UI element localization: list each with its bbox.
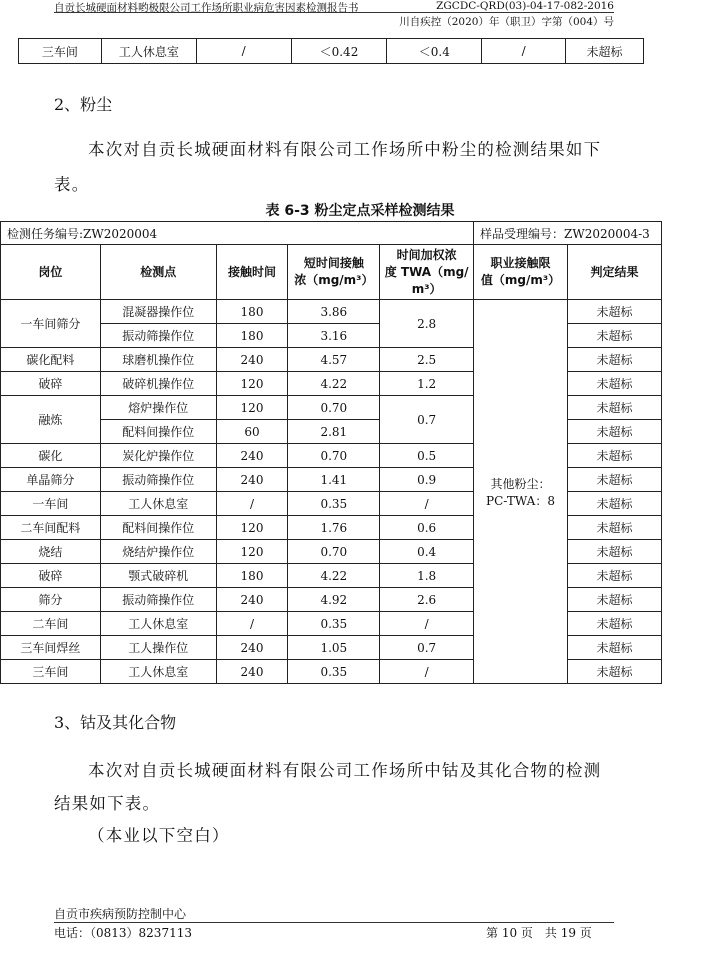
cell-stel: 0.70 <box>288 540 380 564</box>
cell-point: 配料间操作位 <box>100 420 216 444</box>
cell-result: 未超标 <box>568 564 662 588</box>
limit-line: 其他粉尘： <box>490 476 551 491</box>
cell-stel: 1.05 <box>288 636 380 660</box>
previous-table-tail <box>18 38 644 64</box>
cell-post: 二车间 <box>1 612 101 636</box>
cell-stel: 3.16 <box>288 324 380 348</box>
doc-number: 川自疾控（2020）年（职卫）字第（004）号 <box>399 16 614 28</box>
paragraph-line: 本次对自贡长城硬面材料有限公司工作场所中钴及其化合物的检测 <box>88 761 602 780</box>
paragraph-line: 结果如下表。 <box>54 794 161 813</box>
cell-time: 240 <box>216 636 288 660</box>
cell-result: 未超标 <box>568 540 662 564</box>
table-cell: ＜0.4 <box>387 39 482 64</box>
cell-stel: 2.81 <box>288 420 380 444</box>
header-text-line: 职业接触限 <box>490 256 551 270</box>
cell-result: 未超标 <box>568 516 662 540</box>
cell-twa: 0.7 <box>380 636 474 660</box>
cell-point: 振动筛操作位 <box>100 468 216 492</box>
blank-note: （本业以下空白） <box>88 826 230 845</box>
cell-twa: 0.6 <box>380 516 474 540</box>
cell-result: 未超标 <box>568 444 662 468</box>
cell-post: 单晶筛分 <box>1 468 101 492</box>
cell-point: 破碎机操作位 <box>100 372 216 396</box>
cell-result: 未超标 <box>568 468 662 492</box>
cell-time: 240 <box>216 588 288 612</box>
column-header-point: 检测点 <box>100 245 216 300</box>
header-divider <box>54 12 614 13</box>
cell-time: / <box>216 612 288 636</box>
cell-time: 240 <box>216 348 288 372</box>
cell-post: 一车间 <box>1 492 101 516</box>
cell-result: 未超标 <box>568 636 662 660</box>
cell-time: 240 <box>216 660 288 684</box>
footer-org: 自贡市疾病预防控制中心 <box>54 907 187 921</box>
cell-point: 颚式破碎机 <box>100 564 216 588</box>
column-header-post: 岗位 <box>1 245 101 300</box>
column-header-stel <box>288 245 380 300</box>
cell-point: 振动筛操作位 <box>100 588 216 612</box>
header-text-line: m³） <box>411 281 442 296</box>
cell-result: 未超标 <box>568 492 662 516</box>
cell-stel: 4.57 <box>288 348 380 372</box>
column-header-limit <box>474 245 568 300</box>
cell-time: 180 <box>216 324 288 348</box>
cell-time: 240 <box>216 444 288 468</box>
page-number: 第 10 页 共 19 页 <box>486 926 592 940</box>
cell-post: 碳化配料 <box>1 348 101 372</box>
cell-stel: 0.35 <box>288 492 380 516</box>
cell-time: 180 <box>216 300 288 324</box>
table-row <box>19 39 644 64</box>
cell-stel: 0.35 <box>288 612 380 636</box>
table-cell: 工人休息室 <box>101 39 196 64</box>
table-info-row <box>1 222 662 245</box>
cell-post: 三车间焊丝 <box>1 636 101 660</box>
section-heading-dust: 2、粉尘 <box>54 95 113 114</box>
cell-post: 二车间配料 <box>1 516 101 540</box>
task-number: 检测任务编号:ZW2020004 <box>1 222 474 245</box>
cell-stel: 0.70 <box>288 396 380 420</box>
cell-stel: 3.86 <box>288 300 380 324</box>
cell-result: 未超标 <box>568 420 662 444</box>
cell-time: 120 <box>216 396 288 420</box>
cell-post: 烧结 <box>1 540 101 564</box>
header-text-line: 时间加权浓 <box>396 247 457 262</box>
cell-limit <box>474 300 568 684</box>
cell-stel: 1.76 <box>288 516 380 540</box>
cell-point: 工人休息室 <box>100 492 216 516</box>
cell-result: 未超标 <box>568 324 662 348</box>
table-row <box>1 300 662 324</box>
cell-twa: 2.6 <box>380 588 474 612</box>
table-cell: / <box>196 39 291 64</box>
table-caption: 表 6-3 粉尘定点采样检测结果 <box>265 203 455 219</box>
cell-twa: 1.2 <box>380 372 474 396</box>
sample-number: 样品受理编号：ZW2020004-3 <box>474 222 662 245</box>
cell-stel: 4.22 <box>288 372 380 396</box>
cell-twa: / <box>380 492 474 516</box>
cell-point: 烧结炉操作位 <box>100 540 216 564</box>
cell-result: 未超标 <box>568 612 662 636</box>
header-text-line: 值（mg/m³） <box>480 273 561 287</box>
cell-time: / <box>216 492 288 516</box>
paragraph-line: 表。 <box>54 175 90 194</box>
cell-result: 未超标 <box>568 300 662 324</box>
cell-post: 破碎 <box>1 372 101 396</box>
cell-point: 熔炉操作位 <box>100 396 216 420</box>
cell-result: 未超标 <box>568 588 662 612</box>
cell-twa: 2.8 <box>380 300 474 348</box>
cell-result: 未超标 <box>568 396 662 420</box>
cell-stel: 4.22 <box>288 564 380 588</box>
cell-twa: 0.9 <box>380 468 474 492</box>
cell-twa: / <box>380 660 474 684</box>
cell-time: 120 <box>216 516 288 540</box>
column-header-time: 接触时间 <box>216 245 288 300</box>
cell-point: 工人休息室 <box>100 612 216 636</box>
cell-post: 碳化 <box>1 444 101 468</box>
cell-post: 一车间筛分 <box>1 300 101 348</box>
table-cell: / <box>482 39 566 64</box>
cell-result: 未超标 <box>568 660 662 684</box>
cell-result: 未超标 <box>568 372 662 396</box>
footer-phone: 电话：（0813）8237113 <box>54 926 192 940</box>
cell-result: 未超标 <box>568 348 662 372</box>
table-header-row <box>1 245 662 300</box>
paragraph-line: 本次对自贡长城硬面材料有限公司工作场所中粉尘的检测结果如下 <box>88 140 602 159</box>
report-code: ZGCDC-QRD(03)-04-17-082-2016 <box>436 0 614 12</box>
cell-time: 60 <box>216 420 288 444</box>
cell-stel: 0.35 <box>288 660 380 684</box>
header-text-line: 度 TWA（mg/ <box>384 264 469 279</box>
cell-twa: 0.4 <box>380 540 474 564</box>
table-cell: ＜0.42 <box>291 39 387 64</box>
cell-point: 球磨机操作位 <box>100 348 216 372</box>
cell-point: 工人休息室 <box>100 660 216 684</box>
cell-point: 混凝器操作位 <box>100 300 216 324</box>
cell-twa: 1.8 <box>380 564 474 588</box>
limit-line: PC-TWA：8 <box>486 493 555 508</box>
cell-post: 破碎 <box>1 564 101 588</box>
cell-stel: 4.92 <box>288 588 380 612</box>
footer-divider <box>54 922 614 923</box>
cell-twa: 0.7 <box>380 396 474 444</box>
table-cell: 未超标 <box>566 39 644 64</box>
cell-stel: 0.70 <box>288 444 380 468</box>
cell-post: 融炼 <box>1 396 101 444</box>
cell-time: 240 <box>216 468 288 492</box>
cell-post: 筛分 <box>1 588 101 612</box>
section-heading-cobalt: 3、钴及其化合物 <box>54 713 177 732</box>
header-text-line: 浓（mg/m³） <box>294 273 374 287</box>
column-header-twa <box>380 245 474 300</box>
cell-time: 180 <box>216 564 288 588</box>
column-header-result: 判定结果 <box>568 245 662 300</box>
header-text-line: 短时间接触 <box>303 256 364 270</box>
cell-point: 振动筛操作位 <box>100 324 216 348</box>
cell-time: 120 <box>216 540 288 564</box>
cell-twa: 0.5 <box>380 444 474 468</box>
cell-time: 120 <box>216 372 288 396</box>
cell-post: 三车间 <box>1 660 101 684</box>
cell-stel: 1.41 <box>288 468 380 492</box>
cell-twa: / <box>380 612 474 636</box>
cell-point: 配料间操作位 <box>100 516 216 540</box>
dust-results-table <box>0 221 662 684</box>
cell-point: 工人操作位 <box>100 636 216 660</box>
cell-twa: 2.5 <box>380 348 474 372</box>
report-title: 自贡长城硬面材料哟极限公司工作场所职业病危害因素检测报告书 <box>54 2 359 14</box>
table-cell: 三车间 <box>19 39 102 64</box>
cell-point: 炭化炉操作位 <box>100 444 216 468</box>
